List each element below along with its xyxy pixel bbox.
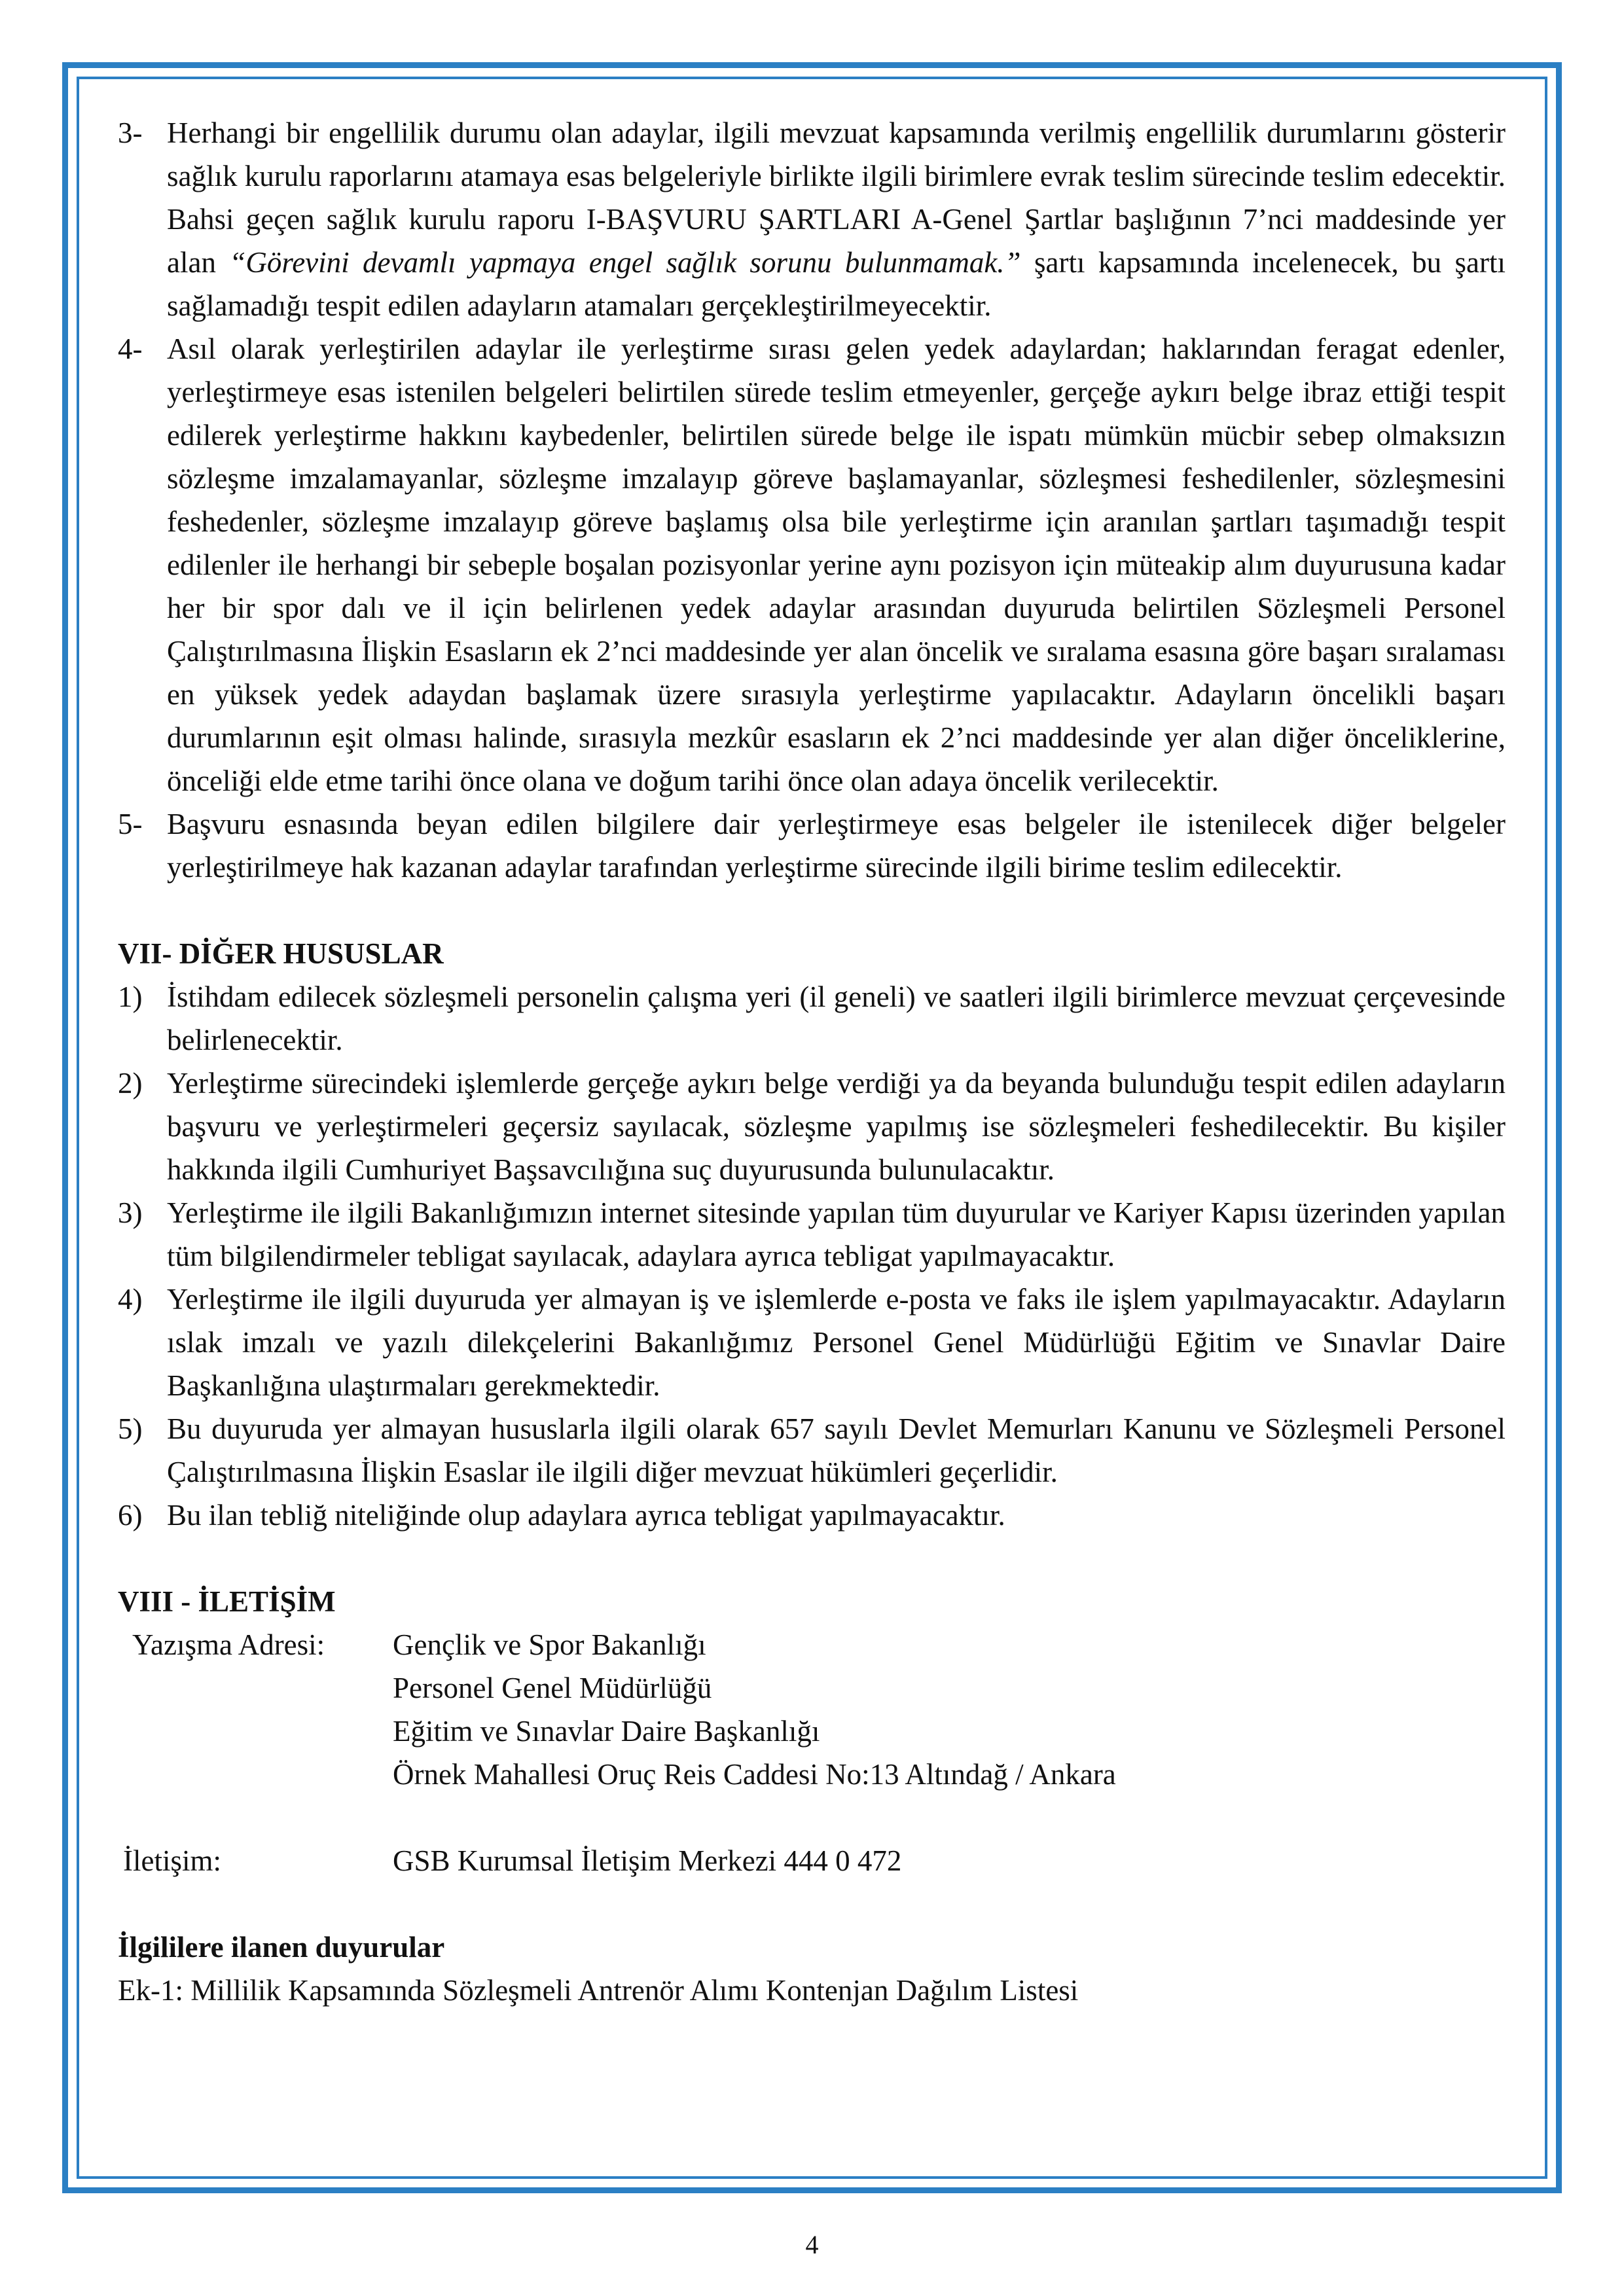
item-text: Yerleştirme ile ilgili Bakanlığımızın internet sitesinde yapılan tüm duyurular ve Kariyer Kapısı üzerinden yapılan tüm bilgilendirmeler tebligat sayılacak, adaylara ayrıca tebligat yapılmayacaktır. [167,1196,1506,1272]
document-body [118,111,1506,2012]
list-item [118,327,1506,802]
address-line: Örnek Mahallesi Oruç Reis Caddesi No:13 Altındağ / Ankara [393,1758,1116,1791]
item-text: Başvuru esnasında beyan edilen bilgilere dair yerleştirmeye esas belgeler ile istenilecek diğer belgeler yerleştirilmeye hak kazanan adaylar tarafından yerleştirme sürecinde ilgili birime teslim edilecektir. [167,808,1506,884]
contact-row [118,1839,1506,1882]
item-number: 3- [118,117,143,149]
page-number: 4 [805,2230,819,2259]
item-number: 4- [118,332,143,365]
address-row [118,1623,1506,1666]
item-text: Yerleştirme ile ilgili duyuruda yer almayan iş ve işlemlerde e-posta ve faks ile işlem yapılmayacaktır. Adayların ıslak imzalı ve yazılı dilekçelerini Bakanlığımız Personel Genel Müdürlüğü Eğitim ve Sınavlar Daire Başkanlığına ulaştırmaları gerekmektedir. [167,1283,1506,1402]
item-text: Herhangi bir engellilik durumu olan adaylar, ilgili mevzuat kapsamında verilmiş engellilik durumlarını gösterir sağlık kurulu raporlarını atamaya esas belgeleriyle birlikte ilgili birimlere evrak teslim sürecinde teslim edecektir. Bahsi geçen sağlık kurulu raporu I-BAŞVURU ŞARTLARI A-Genel Şartlar başlığının 7’nci maddesinde yer alan “Görevini devamlı yapmaya engel sağlık sorunu bulunmamak.” şartı kapsamında incelenecek, bu şartı sağlamadığı tespit edilen adayların atamaları gerçekleştirilmeyecektir. [167,117,1506,322]
list-item [118,1062,1506,1191]
announcements-heading: İlgililere ilanen duyurular [118,1931,445,1964]
item-number: 5) [118,1412,143,1445]
address-row [118,1666,1506,1710]
quoted-condition: “Görevini devamlı yapmaya engel sağlık sorunu bulunmamak.” [229,246,1021,279]
item-text: İstihdam edilecek sözleşmeli personelin çalışma yeri (il geneli) ve saatleri ilgili birimlerce mevzuat çerçevesinde belirlenecektir. [167,980,1506,1056]
address-line: Personel Genel Müdürlüğü [393,1672,712,1704]
contact-label: İletişim: [123,1844,221,1877]
item-number: 1) [118,980,143,1013]
item-text: Yerleştirme sürecindeki işlemlerde gerçeğe aykırı belge verdiği ya da beyanda bulunduğu tespit edilen adayların başvuru ve yerleştirmeleri geçersiz sayılacak, sözleşme yapılmış ise sözleşmeleri feshedilecektir. Bu kişiler hakkında ilgili Cumhuriyet Başsavcılığına suç duyurusunda bulunulacaktır. [167,1067,1506,1186]
item-text: Asıl olarak yerleştirilen adaylar ile yerleştirme sırası gelen yedek adaylardan; haklarından feragat edenler, yerleştirmeye esas istenilen belgeleri belirtilen sürede teslim etmeyenler, gerçeğe aykırı belge ibraz ettiği tespit edilerek yerleştirme hakkını kaybedenler, belirtilen sürede belge ile ispatı mümkün mücbir sebep olmaksızın sözleşme imzalamayanlar, sözleşme imzalayıp göreve başlamayanlar, sözleşmesi feshedilenler, sözleşmesini feshedenler, sözleşme imzalayıp göreve başlamış olsa bile yerleştirme için aranılan şartları taşımadığı tespit edilenler ile herhangi bir sebeple boşalan pozisyonlar yerine aynı pozisyon için müteakip alım duyurusuna kadar her bir spor dalı ve il için belirlenen yedek adaylar arasından duyuruda belirtilen Sözleşmeli Personel Çalıştırılmasına İlişkin Esasların ek 2’nci maddesinde yer alan öncelik ve sıralama esasına göre başarı sıralaması en yüksek yedek adaydan başlamak üzere sırasıyla yerleştirme yapılacaktır. Adayların öncelikli başarı durumlarının eşit olması halinde, sırasıyla mezkûr esasların ek 2’nci maddesinde yer alan diğer önceliklerine, önceliği elde etme tarihi önce olana ve doğum tarihi önce olan adaya öncelik verilecektir. [167,332,1506,797]
section-heading-other-matters: VII- DİĞER HUSUSLAR [118,937,444,970]
address-label: Yazışma Adresi: [132,1628,325,1661]
item-number: 6) [118,1499,143,1532]
item-number: 3) [118,1196,143,1229]
address-row [118,1710,1506,1753]
contact-value: GSB Kurumsal İletişim Merkezi 444 0 472 [393,1844,902,1877]
item-number: 5- [118,808,143,840]
list-item [118,802,1506,889]
list-item [118,1494,1506,1537]
list-item [118,111,1506,327]
address-row [118,1753,1506,1796]
item-number: 2) [118,1067,143,1100]
address-line: Eğitim ve Sınavlar Daire Başkanlığı [393,1715,820,1748]
list-item [118,975,1506,1062]
list-item [118,1278,1506,1407]
section-heading-contact: VIII - İLETİŞİM [118,1585,336,1618]
list-item [118,1407,1506,1494]
item-text: Bu duyuruda yer almayan hususlarla ilgili olarak 657 sayılı Devlet Memurları Kanunu ve Sözleşmeli Personel Çalıştırılmasına İlişkin Esaslar ile ilgili diğer mevzuat hükümleri geçerlidir. [167,1412,1506,1488]
address-line: Gençlik ve Spor Bakanlığı [393,1628,706,1661]
item-text: Bu ilan tebliğ niteliğinde olup adaylara ayrıca tebligat yapılmayacaktır. [167,1499,1005,1532]
annex-item: Ek-1: Millilik Kapsamında Sözleşmeli Antrenör Alımı Kontenjan Dağılım Listesi [118,1974,1079,2007]
item-number: 4) [118,1283,143,1316]
list-item [118,1191,1506,1278]
